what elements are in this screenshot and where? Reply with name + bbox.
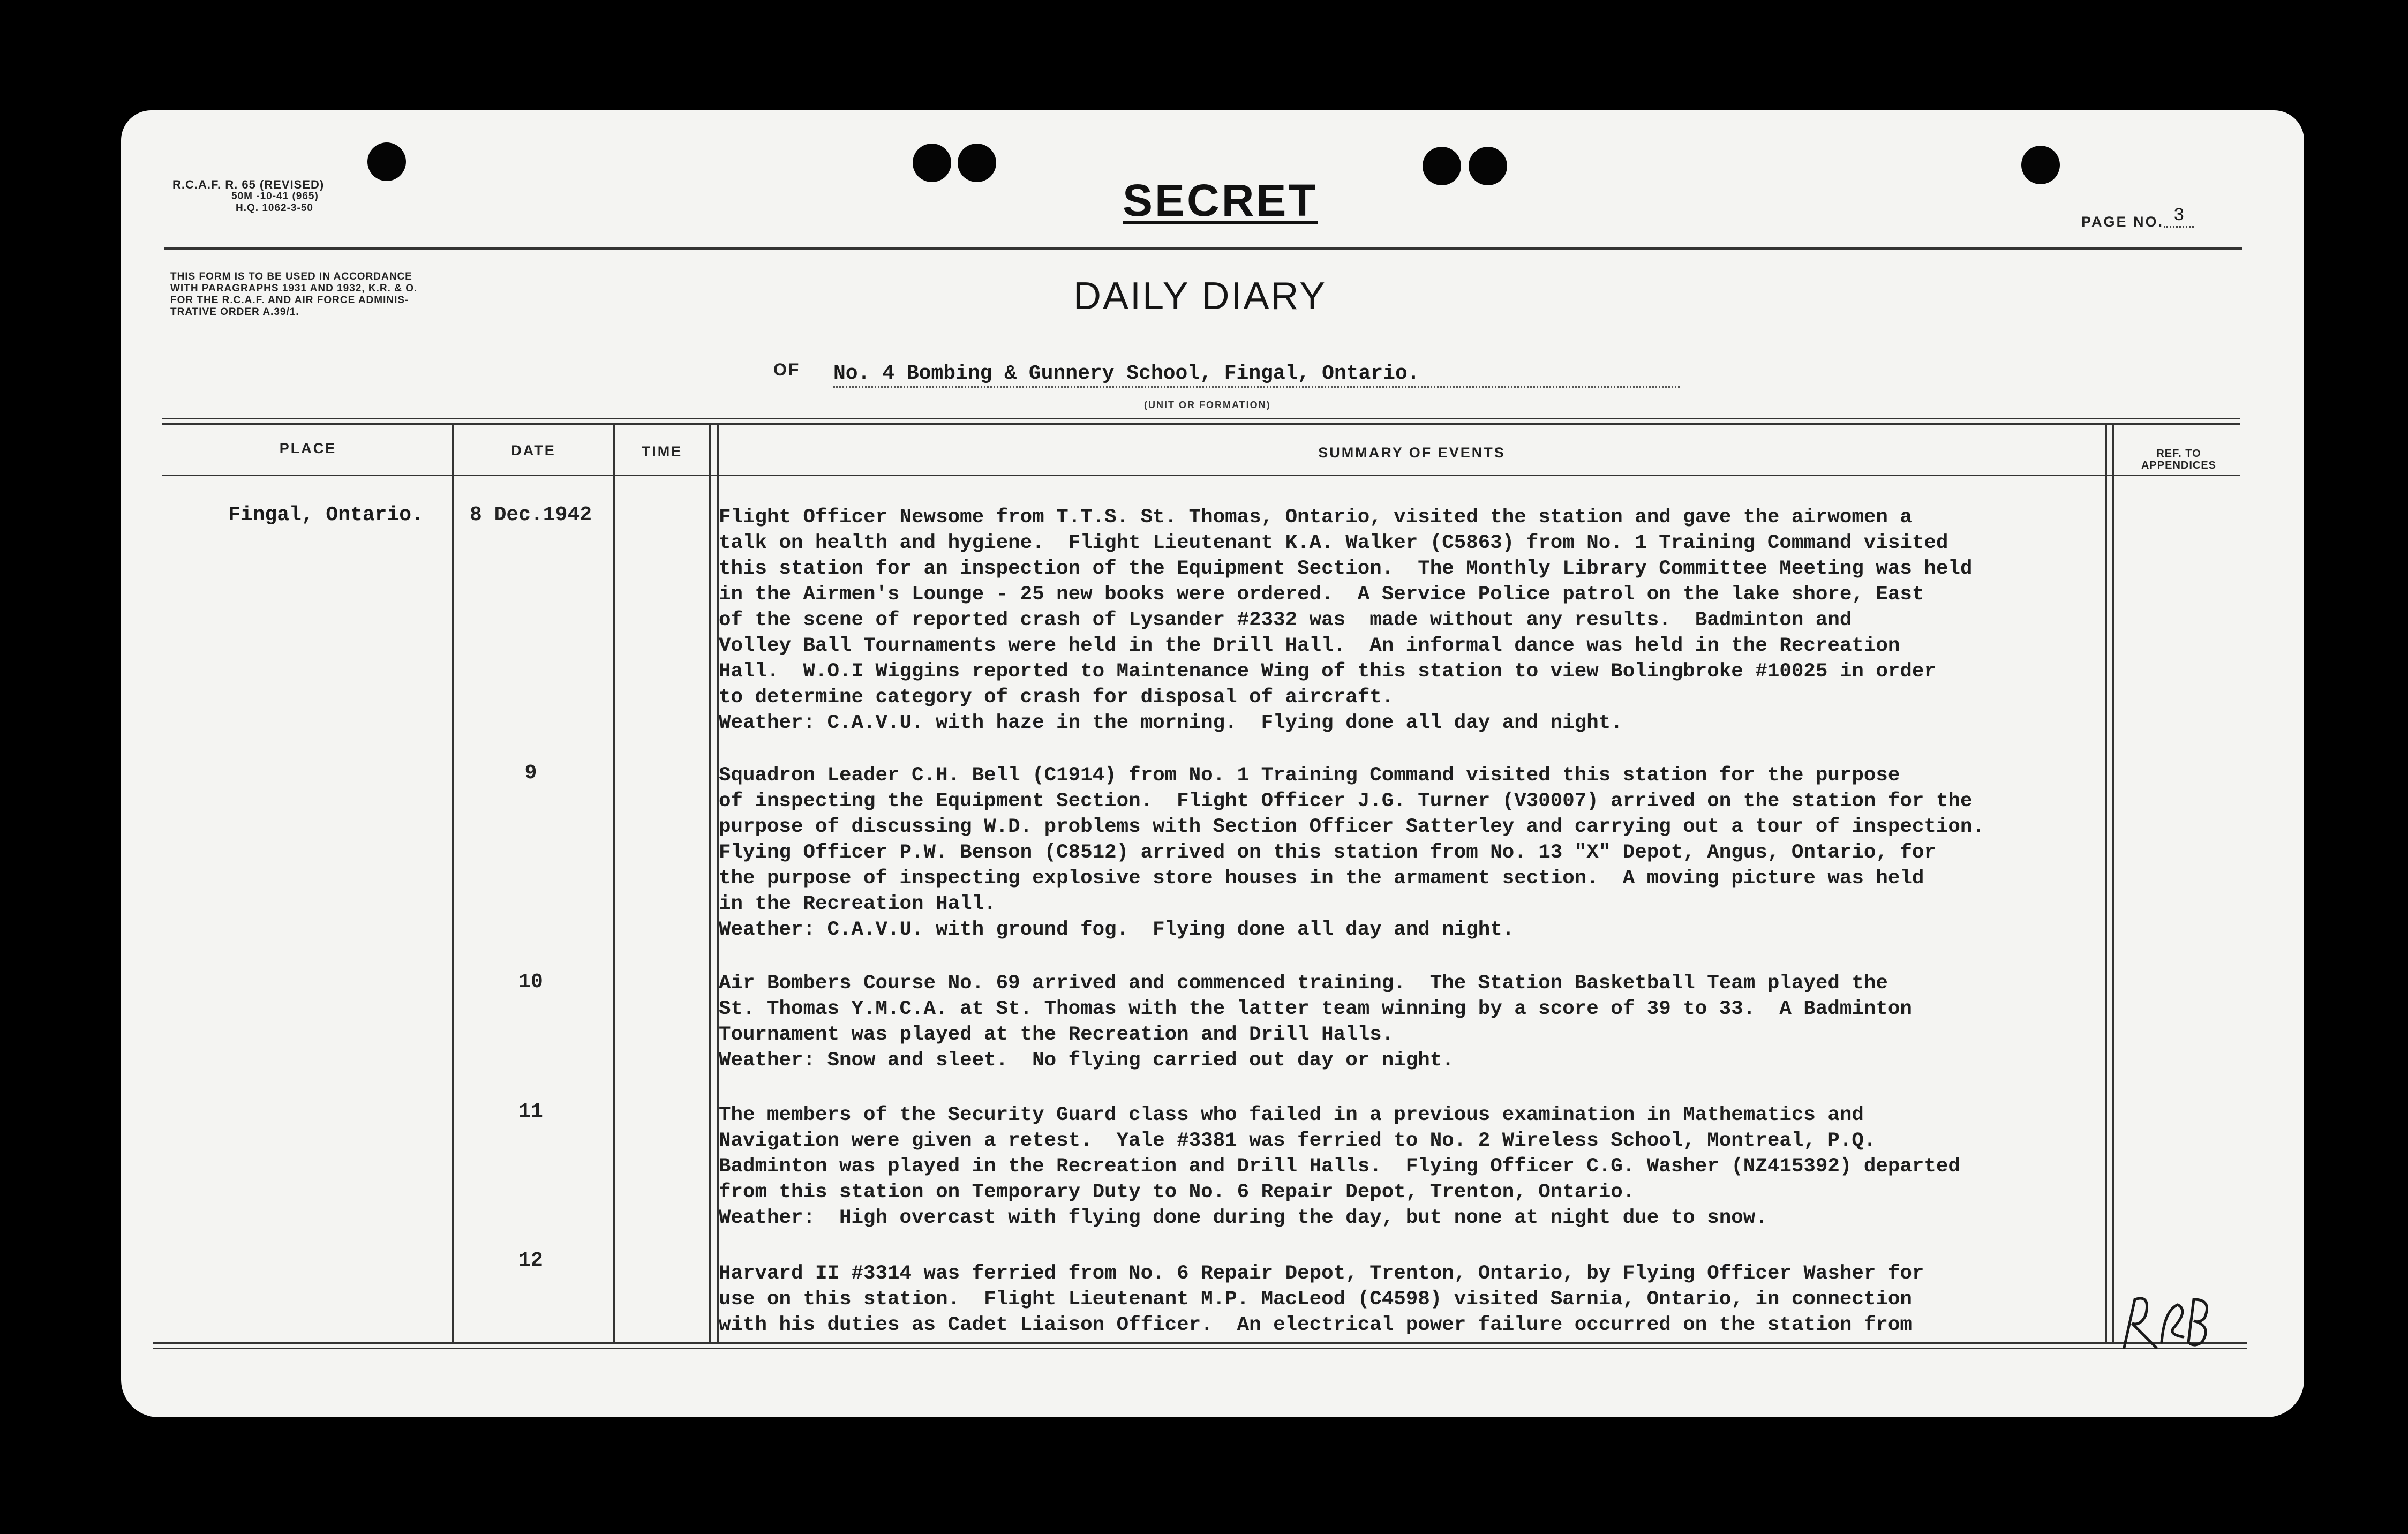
column-divider [709, 423, 711, 1344]
form-code: R.C.A.F. R. 65 (REVISED) [172, 178, 325, 191]
page-number-value: 3 [2164, 206, 2194, 228]
punch-hole [2021, 146, 2060, 184]
unit-line [773, 360, 800, 380]
place-cell: Fingal, Ontario. [228, 503, 424, 527]
form-hq: H.Q. 1062-3-50 [236, 202, 313, 214]
instruction-line: WITH PARAGRAPHS 1931 AND 1932, K.R. & O. [170, 283, 418, 294]
table-bottom-rule [153, 1342, 2247, 1344]
form-instruction [170, 271, 417, 318]
entry-summary: Flight Officer Newsome from T.T.S. St. Thomas, Ontario, visited the station and gave the airwomen a talk on health and hygiene. Flight Lieutenant K.A. Walker (C5863) from No. 1 Training Command visited this station for an inspection of the Equipment Section. The Monthly Library Committee Meeting was held in the Airmen's Lounge - 25 new books were ordered. A Service Police patrol on the lake shore, East of the scene of reported crash of Lysander #2332 was made without any results. Badminton and Volley Ball Tournaments were held in the Drill Hall. An informal dance was held in the Recreation Hall. W.O.I Wiggins reported to Maintenance Wing of this station to view Bolingbroke #10025 in order to determine category of crash for disposal of aircraft. Weather: C.A.V.U. with haze in the morning. Flying done all day and night. [719, 506, 1973, 734]
entry-summary: Air Bombers Course No. 69 arrived and commenced training. The Station Basketball Team played the St. Thomas Y.M.C.A. at St. Thomas with the latter team winning by a score of 39 to 33. A Badminton Tournament was played at the Recreation and Drill Halls. Weather: Snow and sleet. No flying carried out day or night. [719, 972, 1912, 1072]
header-bottom-rule [162, 475, 2240, 476]
instruction-line: FOR THE R.C.A.F. AND AIR FORCE ADMINIS- [170, 295, 409, 306]
entry-summary: Squadron Leader C.H. Bell (C1914) from No. 1 Training Command visited this station for the purpose of inspecting the Equipment Section. Flight Officer J.G. Turner (V30007) arrived on the station for the purpose of discussing W.D. problems with Section Officer Satterley and carrying out a tour of inspection. Flying Officer P.W. Benson (C8512) arrived on this station from No. 13 "X" Depot, Angus, Ontario, for the purpose of inspecting explosive store houses in the armament section. A moving picture was held in the Recreation Hall. Weather: C.A.V.U. with ground fog. Flying done all day and night. [719, 764, 1984, 941]
punch-hole [1423, 147, 1461, 185]
form-code-block [172, 179, 324, 214]
table-top-rule [162, 418, 2240, 419]
column-header-time: TIME [641, 443, 683, 460]
entry-date: 11 [518, 1100, 543, 1123]
table-bottom-rule [153, 1348, 2247, 1349]
entry-summary: Harvard II #3314 was ferried from No. 6 Repair Depot, Trenton, Ontario, by Flying Officer Washer for use on this station. Flight Lieutenant M.P. MacLeod (C4598) visited Sarnia, Ontario, in connection with his duties as Cadet Liaison Officer. An electrical power failure occurred on the station from [719, 1262, 1924, 1336]
instruction-line: TRATIVE ORDER A.39/1. [170, 306, 299, 318]
top-rule [164, 247, 2242, 250]
classification-heading: SECRET [1123, 175, 1318, 225]
entry-summary: The members of the Security Guard class who failed in a previous examination in Mathematics and Navigation were given a retest. Yale #3381 was ferried to No. 2 Wireless School, Montreal, P.Q. Badminton was played in the Recreation and Drill Halls. Flying Officer C.G. Washer (NZ415392) departed from this station on Temporary Duty to No. 6 Repair Depot, Trenton, Ontario. Weather: High overcast with flying done during the day, but none at night due to snow. [719, 1104, 1960, 1229]
ref-line: REF. TO [2156, 448, 2201, 460]
column-divider [613, 423, 615, 1344]
page-number [2081, 206, 2194, 232]
handwritten-initials-mark [2113, 1278, 2221, 1358]
page-label: PAGE NO. [2081, 214, 2164, 230]
punch-hole [367, 142, 406, 181]
unit-name: No. 4 Bombing & Gunnery School, Fingal, Ontario. [833, 362, 1680, 388]
column-divider [452, 423, 454, 1344]
unit-caption: (UNIT OR FORMATION) [1144, 400, 1271, 410]
page-title: DAILY DIARY [1073, 275, 1327, 318]
punch-hole [1469, 147, 1507, 185]
column-header-summary: SUMMARY OF EVENTS [1318, 445, 1506, 461]
ref-line: APPENDICES [2141, 460, 2217, 471]
table-top-rule [162, 423, 2240, 425]
column-header-place: PLACE [279, 440, 337, 456]
of-label: OF [773, 360, 801, 379]
diary-sheet [121, 110, 2304, 1417]
entry-date: 12 [518, 1249, 543, 1272]
entry-date: 10 [518, 971, 543, 994]
instruction-line: THIS FORM IS TO BE USED IN ACCORDANCE [170, 271, 412, 282]
punch-hole [913, 144, 951, 182]
form-print-run: 50M -10-41 (965) [231, 191, 319, 202]
punch-hole [958, 144, 996, 182]
column-header-appendices [2114, 448, 2243, 471]
entry-date: 9 [524, 762, 537, 785]
entry-date: 8 Dec.1942 [469, 503, 592, 527]
column-header-date: DATE [511, 442, 556, 458]
